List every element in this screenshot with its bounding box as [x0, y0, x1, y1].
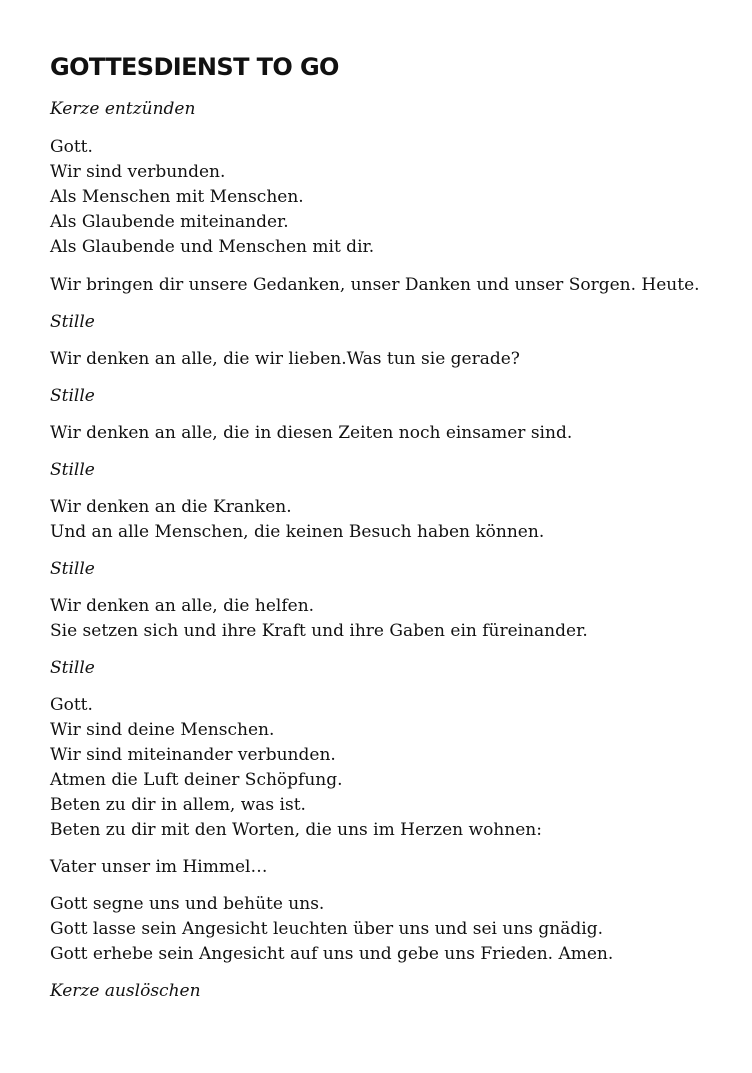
text-line: Gott lasse sein Angesicht leuchten über uns und sei uns gnädig.: [50, 919, 603, 939]
text-line: Stille: [50, 386, 95, 406]
text-line: Beten zu dir in allem, was ist.: [50, 795, 306, 815]
text-line: Wir denken an alle, die helfen.: [50, 596, 315, 616]
paragraph-list: [50, 97, 740, 1004]
stage-direction: [50, 310, 740, 335]
text-line: Kerze auslöschen: [50, 981, 201, 1001]
prayer-paragraph: [50, 347, 740, 372]
text-line: Kerze entzünden: [50, 99, 196, 119]
text-line: Wir bringen dir unsere Gedanken, unser Danken und unser Sorgen. Heute.: [50, 275, 700, 295]
prayer-paragraph: [50, 273, 740, 298]
text-line: Wir sind miteinander verbunden.: [50, 745, 336, 765]
stage-direction: [50, 656, 740, 681]
stage-direction: [50, 458, 740, 483]
text-line: Wir denken an alle, die wir lieben.Was tun sie gerade?: [50, 349, 520, 369]
text-line: Wir denken an die Kranken.: [50, 497, 292, 517]
document-page: [50, 0, 740, 1004]
stage-direction: [50, 557, 740, 582]
text-line: Stille: [50, 460, 95, 480]
prayer-paragraph: [50, 892, 740, 967]
prayer-paragraph: [50, 594, 740, 644]
stage-direction: [50, 97, 740, 122]
text-line: Stille: [50, 658, 95, 678]
prayer-paragraph: [50, 693, 740, 843]
page-title: GOTTESDIENST TO GO: [50, 53, 339, 81]
text-line: Als Menschen mit Menschen.: [50, 187, 304, 207]
text-line: Stille: [50, 559, 95, 579]
text-line: Als Glaubende miteinander.: [50, 212, 289, 232]
text-line: Wir sind deine Menschen.: [50, 720, 275, 740]
text-line: Gott.: [50, 695, 93, 715]
prayer-paragraph: [50, 421, 740, 446]
text-line: Gott segne uns und behüte uns.: [50, 894, 325, 914]
text-line: Beten zu dir mit den Worten, die uns im Herzen wohnen:: [50, 820, 542, 840]
text-line: Wir sind verbunden.: [50, 162, 226, 182]
text-line: Und an alle Menschen, die keinen Besuch haben können.: [50, 522, 545, 542]
stage-direction: [50, 384, 740, 409]
text-line: Als Glaubende und Menschen mit dir.: [50, 237, 375, 257]
text-line: Gott erhebe sein Angesicht auf uns und gebe uns Frieden. Amen.: [50, 944, 614, 964]
text-line: Gott.: [50, 137, 93, 157]
text-line: Vater unser im Himmel…: [50, 857, 268, 877]
text-line: Wir denken an alle, die in diesen Zeiten noch einsamer sind.: [50, 423, 573, 443]
text-line: Atmen die Luft deiner Schöpfung.: [50, 770, 343, 790]
prayer-paragraph: [50, 495, 740, 545]
prayer-paragraph: [50, 855, 740, 880]
stage-direction: [50, 979, 740, 1004]
prayer-paragraph: [50, 135, 740, 260]
text-line: Stille: [50, 312, 95, 332]
text-line: Sie setzen sich und ihre Kraft und ihre Gaben ein füreinander.: [50, 621, 588, 641]
